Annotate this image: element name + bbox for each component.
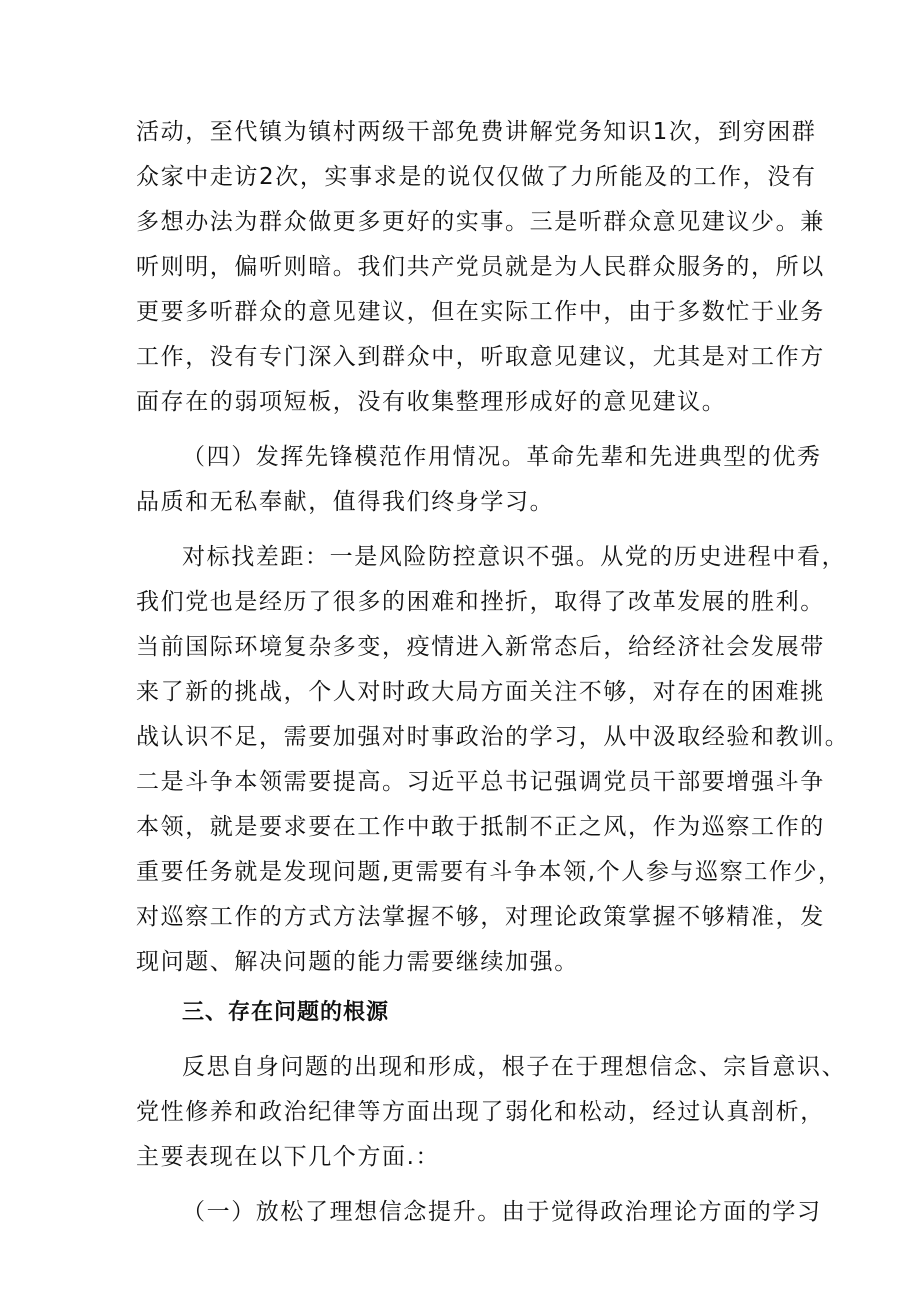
text-line: 我们党也是经历了很多的困难和挫折，取得了改革发展的胜利。 xyxy=(136,589,825,615)
paragraph-start: 反思自身问题的出现和形成，根子在于理想信念、宗旨意识、 xyxy=(182,1054,847,1080)
text-line: 听则明，偏听则暗。我们共产党员就是为人民群众服务的，所以 xyxy=(136,254,825,280)
text-line: 二是斗争本领需要提高。习近平总书记强调党员干部要增强斗争 xyxy=(136,769,825,795)
text-line: 工作，没有专门深入到群众中，听取意见建议，尤其是对工作方 xyxy=(136,344,825,370)
subsection-heading: （一）放松了理想信念提升。由于觉得政治理论方面的学习 xyxy=(182,1199,822,1225)
text-line: 面存在的弱项短板，没有收集整理形成好的意见建议。 xyxy=(136,389,727,415)
text-line: 品质和无私奉献，值得我们终身学习。 xyxy=(136,489,555,515)
text-line: 战认识不足，需要加强对时事政治的学习，从中汲取经验和教训。 xyxy=(136,724,850,750)
section-title: 三、存在问题的根源 xyxy=(182,1000,390,1025)
text-line: 对巡察工作的方式方法掌握不够，对理论政策掌握不够精准，发 xyxy=(136,904,825,930)
paragraph-start: 对标找差距：一是风险防控意识不强。从党的历史进程中看， xyxy=(182,544,847,570)
text-line: 来了新的挑战，个人对时政大局方面关注不够，对存在的困难挑 xyxy=(136,679,825,705)
text-line: 众家中走访2次，实事求是的说仅仅做了力所能及的工作，没有 xyxy=(136,164,817,190)
text-line: 本领，就是要求要在工作中敢于抵制不正之风，作为巡察工作的 xyxy=(136,814,825,840)
text-line: 党性修养和政治纪律等方面出现了弱化和松动，经过认真剖析， xyxy=(136,1099,825,1125)
text-line: 多想办法为群众做更多更好的实事。三是听群众意见建议少。兼 xyxy=(136,209,825,235)
text-line: 重要任务就是发现问题,更需要有斗争本领,个人参与巡察工作少， xyxy=(136,859,843,885)
text-line: 活动，至代镇为镇村两级干部免费讲解党务知识1次，到穷困群 xyxy=(136,119,817,145)
section-heading: （四）发挥先锋模范作用情况。革命先辈和先进典型的优秀 xyxy=(182,444,822,470)
text-line: 当前国际环境复杂多变，疫情进入新常态后，给经济社会发展带 xyxy=(136,634,825,660)
text-line: 主要表现在以下几个方面.： xyxy=(136,1144,441,1170)
text-line: 现问题、解决问题的能力需要继续加强。 xyxy=(136,949,579,975)
text-line: 更要多听群众的意见建议，但在实际工作中，由于多数忙于业务 xyxy=(136,299,825,325)
